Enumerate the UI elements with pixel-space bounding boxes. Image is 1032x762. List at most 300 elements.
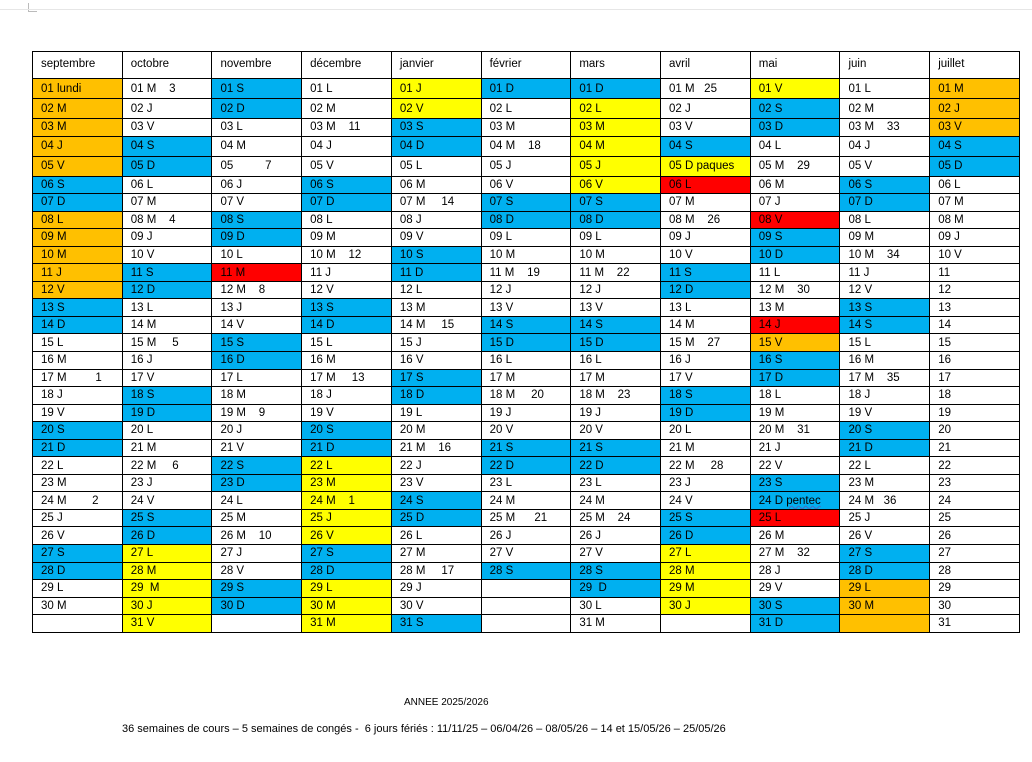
day-cell: 21 J	[750, 439, 840, 457]
day-cell: 10 V	[122, 246, 212, 264]
day-cell: 19 V	[33, 404, 123, 422]
calendar-row	[33, 211, 1020, 229]
day-cell: 14 S	[840, 316, 930, 334]
day-cell: 06 J	[212, 176, 302, 194]
day-cell: 17 S	[391, 369, 481, 387]
day-cell: 18 D	[391, 387, 481, 405]
day-cell: 21 M 16	[391, 439, 481, 457]
day-cell: 27 M 32	[750, 545, 840, 563]
calendar-row	[33, 422, 1020, 440]
day-cell: 17 M 35	[840, 369, 930, 387]
day-cell: 01 S	[212, 79, 302, 99]
day-cell: 05 D	[122, 156, 212, 176]
day-cell: 18 J	[302, 387, 392, 405]
day-cell: 03 M	[571, 119, 661, 137]
calendar-row	[33, 439, 1020, 457]
day-cell: 09 J	[661, 229, 751, 247]
day-cell: 10 M 34	[840, 246, 930, 264]
day-cell: 20 V	[481, 422, 571, 440]
day-cell: 21 V	[212, 439, 302, 457]
day-cell: 30 M	[302, 597, 392, 615]
day-cell: 06 L	[930, 176, 1020, 194]
day-cell: 20 L	[122, 422, 212, 440]
day-cell: 17 V	[122, 369, 212, 387]
day-cell: 24 M	[481, 492, 571, 510]
month-header-6: mars	[571, 52, 661, 79]
day-cell: 11 S	[122, 264, 212, 282]
calendar-row	[33, 176, 1020, 194]
day-cell: 25 L	[750, 509, 840, 527]
day-cell: 12 M 8	[212, 281, 302, 299]
day-cell: 11 S	[661, 264, 751, 282]
day-cell: 15 D	[571, 334, 661, 352]
day-cell: 17 L	[212, 369, 302, 387]
day-cell: 25 J	[302, 509, 392, 527]
day-cell: 07 M	[930, 194, 1020, 212]
day-cell: 21 D	[33, 439, 123, 457]
day-cell: 31 M	[302, 615, 392, 633]
day-cell: 17 M	[571, 369, 661, 387]
day-cell: 19 V	[302, 404, 392, 422]
day-cell: 13	[930, 299, 1020, 317]
day-cell: 15 L	[33, 334, 123, 352]
day-cell: 19 D	[122, 404, 212, 422]
day-cell: 07 S	[481, 194, 571, 212]
day-cell: 22 V	[750, 457, 840, 475]
day-cell: 19	[930, 404, 1020, 422]
day-cell: 26 J	[481, 527, 571, 545]
day-cell: 11 M	[212, 264, 302, 282]
day-cell	[33, 615, 123, 633]
day-cell: 30 V	[391, 597, 481, 615]
day-cell: 11 J	[840, 264, 930, 282]
day-cell: 08 S	[212, 211, 302, 229]
day-cell: 30 M	[33, 597, 123, 615]
day-cell: 20 L	[661, 422, 751, 440]
day-cell: 26 D	[122, 527, 212, 545]
calendar-row	[33, 264, 1020, 282]
day-cell: 30 D	[212, 597, 302, 615]
day-cell: 07 J	[750, 194, 840, 212]
day-cell: 29 L	[302, 580, 392, 598]
day-cell: 10 S	[391, 246, 481, 264]
day-cell: 17 V	[661, 369, 751, 387]
day-cell: 30 J	[122, 597, 212, 615]
day-cell: 02 M	[302, 99, 392, 119]
day-cell: 27 L	[661, 545, 751, 563]
day-cell: 23 M	[302, 474, 392, 492]
day-cell: 27 M	[391, 545, 481, 563]
day-cell: 13 M	[391, 299, 481, 317]
day-cell: 09 J	[930, 229, 1020, 247]
day-cell: 21 S	[571, 439, 661, 457]
day-cell: 18 S	[122, 387, 212, 405]
day-cell: 17	[930, 369, 1020, 387]
day-cell: 20 S	[33, 422, 123, 440]
calendar-row	[33, 562, 1020, 580]
day-cell: 27 S	[302, 545, 392, 563]
day-cell: 07 V	[212, 194, 302, 212]
day-cell: 04 J	[302, 136, 392, 156]
day-cell: 10 D	[750, 246, 840, 264]
day-cell: 16 M	[302, 352, 392, 370]
day-cell: 21 D	[302, 439, 392, 457]
day-cell: 05 J	[481, 156, 571, 176]
day-cell: 15 L	[840, 334, 930, 352]
day-cell: 16 J	[122, 352, 212, 370]
day-cell: 16 D	[212, 352, 302, 370]
day-cell: 18 M 20	[481, 387, 571, 405]
day-cell: 06 M	[750, 176, 840, 194]
day-cell: 31	[930, 615, 1020, 633]
day-cell: 10 L	[212, 246, 302, 264]
day-cell: 07 D	[302, 194, 392, 212]
day-cell: 16 M	[33, 352, 123, 370]
day-cell: 06 V	[571, 176, 661, 194]
day-cell: 01 V	[750, 79, 840, 99]
day-cell: 18	[930, 387, 1020, 405]
day-cell: 21 S	[481, 439, 571, 457]
day-cell: 11	[930, 264, 1020, 282]
day-cell: 04 M 18	[481, 136, 571, 156]
day-cell: 30 J	[661, 597, 751, 615]
day-cell: 08 J	[391, 211, 481, 229]
day-cell: 24 M 1	[302, 492, 392, 510]
day-cell: 28 D	[840, 562, 930, 580]
day-cell: 10 V	[661, 246, 751, 264]
day-cell: 09 M	[302, 229, 392, 247]
day-cell: 03 V	[661, 119, 751, 137]
day-cell: 03 S	[391, 119, 481, 137]
school-year-calendar-table	[32, 51, 1020, 633]
day-cell: 18 J	[33, 387, 123, 405]
day-cell: 31 M	[571, 615, 661, 633]
day-cell: 06 L	[122, 176, 212, 194]
day-cell: 28 D	[302, 562, 392, 580]
day-cell: 17 M 13	[302, 369, 392, 387]
day-cell: 16 L	[481, 352, 571, 370]
day-cell: 28 V	[212, 562, 302, 580]
day-cell: 11 D	[391, 264, 481, 282]
day-cell: 29 V	[750, 580, 840, 598]
day-cell: 05 V	[840, 156, 930, 176]
month-header-row	[33, 52, 1020, 79]
day-cell: 26 V	[302, 527, 392, 545]
day-cell: 08 M 26	[661, 211, 751, 229]
day-cell: 23 V	[391, 474, 481, 492]
day-cell: 03 M 11	[302, 119, 392, 137]
day-cell: 21	[930, 439, 1020, 457]
day-cell: 18 S	[661, 387, 751, 405]
calendar-row	[33, 281, 1020, 299]
day-cell: 01 M	[930, 79, 1020, 99]
day-cell: 24 M 36	[840, 492, 930, 510]
day-cell: 27 L	[122, 545, 212, 563]
day-cell: 01 D	[481, 79, 571, 99]
day-cell: 28 S	[571, 562, 661, 580]
day-cell: 03 V	[122, 119, 212, 137]
day-cell: 08 V	[750, 211, 840, 229]
day-cell: 10 M	[481, 246, 571, 264]
day-cell: 05 M 29	[750, 156, 840, 176]
day-cell: 30 L	[571, 597, 661, 615]
day-cell: 02 M	[33, 99, 123, 119]
calendar-row	[33, 79, 1020, 99]
day-cell: 23 J	[122, 474, 212, 492]
day-cell	[481, 615, 571, 633]
day-cell: 14 J	[750, 316, 840, 334]
day-cell: 25 S	[122, 509, 212, 527]
day-cell: 19 L	[391, 404, 481, 422]
day-cell: 24 L	[212, 492, 302, 510]
calendar-row	[33, 119, 1020, 137]
day-cell: 28 D	[33, 562, 123, 580]
day-cell: 20	[930, 422, 1020, 440]
day-cell: 24 M	[571, 492, 661, 510]
day-cell: 15 S	[212, 334, 302, 352]
day-cell: 28 M 17	[391, 562, 481, 580]
day-cell: 24 V	[122, 492, 212, 510]
day-cell: 29	[930, 580, 1020, 598]
day-cell: 01 J	[391, 79, 481, 99]
day-cell: 14 M	[122, 316, 212, 334]
month-header-2: novembre	[212, 52, 302, 79]
day-cell: 25	[930, 509, 1020, 527]
day-cell: 27 S	[840, 545, 930, 563]
day-cell: 26	[930, 527, 1020, 545]
day-cell: 19 D	[661, 404, 751, 422]
day-cell: 28 S	[481, 562, 571, 580]
day-cell: 01 lundi	[33, 79, 123, 99]
day-cell: 04 J	[840, 136, 930, 156]
calendar-body	[33, 52, 1020, 633]
day-cell: 22 L	[33, 457, 123, 475]
day-cell: 03 M	[481, 119, 571, 137]
day-cell: 13 S	[302, 299, 392, 317]
day-cell: 06 L	[661, 176, 751, 194]
day-cell: 24 D pentec	[750, 492, 840, 510]
day-cell: 20 S	[302, 422, 392, 440]
day-cell: 27 S	[33, 545, 123, 563]
day-cell: 14 M	[661, 316, 751, 334]
day-cell: 28	[930, 562, 1020, 580]
day-cell: 02 V	[391, 99, 481, 119]
day-cell: 26 V	[33, 527, 123, 545]
day-cell: 02 J	[930, 99, 1020, 119]
calendar-row	[33, 156, 1020, 176]
day-cell: 18 M 23	[571, 387, 661, 405]
calendar-row	[33, 457, 1020, 475]
day-cell: 15 L	[302, 334, 392, 352]
day-cell: 18 M	[212, 387, 302, 405]
day-cell: 28 M	[661, 562, 751, 580]
day-cell: 08 D	[481, 211, 571, 229]
day-cell: 15 D	[481, 334, 571, 352]
day-cell: 03 D	[750, 119, 840, 137]
day-cell: 12 V	[840, 281, 930, 299]
day-cell: 22 J	[391, 457, 481, 475]
day-cell: 10 M 12	[302, 246, 392, 264]
calendar-row	[33, 369, 1020, 387]
day-cell: 10 M	[571, 246, 661, 264]
day-cell: 26 M 10	[212, 527, 302, 545]
day-cell: 06 V	[481, 176, 571, 194]
day-cell: 22 D	[481, 457, 571, 475]
day-cell: 20 M 31	[750, 422, 840, 440]
day-cell: 23 J	[661, 474, 751, 492]
day-cell: 30 M	[840, 597, 930, 615]
day-cell: 05 D	[930, 156, 1020, 176]
spellcheck-underlined-word: pentec	[786, 494, 821, 507]
calendar-row	[33, 99, 1020, 119]
day-cell: 29 L	[840, 580, 930, 598]
day-cell: 20 J	[212, 422, 302, 440]
day-cell: 12 D	[122, 281, 212, 299]
day-cell: 30	[930, 597, 1020, 615]
day-cell: 05 J	[571, 156, 661, 176]
day-cell: 16 L	[571, 352, 661, 370]
calendar-row	[33, 492, 1020, 510]
day-cell: 29 J	[391, 580, 481, 598]
day-cell: 09 M	[840, 229, 930, 247]
day-cell: 13 J	[212, 299, 302, 317]
calendar-row	[33, 136, 1020, 156]
day-cell: 07 D	[840, 194, 930, 212]
day-cell: 25 M 24	[571, 509, 661, 527]
day-cell: 11 M 22	[571, 264, 661, 282]
day-cell: 24 M 2	[33, 492, 123, 510]
day-cell: 12 M 30	[750, 281, 840, 299]
day-cell: 02 M	[840, 99, 930, 119]
day-cell: 24 S	[391, 492, 481, 510]
day-cell: 04 S	[930, 136, 1020, 156]
day-cell: 22 S	[212, 457, 302, 475]
day-cell: 04 J	[33, 136, 123, 156]
day-cell: 26 J	[571, 527, 661, 545]
day-cell: 25 J	[33, 509, 123, 527]
day-cell: 19 J	[481, 404, 571, 422]
school-year-title: ANNEE 2025/2026	[404, 697, 489, 708]
day-cell: 18 J	[840, 387, 930, 405]
day-cell: 03 V	[930, 119, 1020, 137]
day-cell: 29 M	[661, 580, 751, 598]
day-cell: 04 M	[571, 136, 661, 156]
day-cell: 16 J	[661, 352, 751, 370]
day-cell: 24 V	[661, 492, 751, 510]
day-cell: 20 V	[571, 422, 661, 440]
day-cell: 01 M 3	[122, 79, 212, 99]
day-cell: 22 D	[571, 457, 661, 475]
day-cell: 05 L	[391, 156, 481, 176]
day-cell: 22	[930, 457, 1020, 475]
day-cell: 15	[930, 334, 1020, 352]
day-cell: 08 L	[840, 211, 930, 229]
day-cell: 05 D paques	[661, 156, 751, 176]
day-cell: 29 M	[122, 580, 212, 598]
day-cell: 15 J	[391, 334, 481, 352]
day-cell: 25 J	[840, 509, 930, 527]
day-cell: 06 S	[33, 176, 123, 194]
day-cell: 19 M	[750, 404, 840, 422]
day-cell: 02 L	[481, 99, 571, 119]
day-cell: 13 V	[481, 299, 571, 317]
day-cell: 29 L	[33, 580, 123, 598]
day-cell: 15 V	[750, 334, 840, 352]
day-cell: 19 J	[571, 404, 661, 422]
month-header-3: décembre	[302, 52, 392, 79]
day-cell: 07 S	[571, 194, 661, 212]
calendar-row	[33, 597, 1020, 615]
day-cell: 02 S	[750, 99, 840, 119]
month-header-0: septembre	[33, 52, 123, 79]
day-cell: 27 V	[571, 545, 661, 563]
day-cell: 08 L	[33, 211, 123, 229]
calendar-row	[33, 316, 1020, 334]
day-cell: 28 J	[750, 562, 840, 580]
day-cell: 05 V	[302, 156, 392, 176]
day-cell: 11 J	[33, 264, 123, 282]
day-cell: 26 M	[750, 527, 840, 545]
calendar-row	[33, 474, 1020, 492]
day-cell: 09 V	[391, 229, 481, 247]
day-cell: 23 M	[840, 474, 930, 492]
day-cell: 26 D	[661, 527, 751, 545]
day-cell: 25 S	[661, 509, 751, 527]
day-cell: 17 M	[481, 369, 571, 387]
day-cell: 16 M	[840, 352, 930, 370]
day-cell: 17 M 1	[33, 369, 123, 387]
day-cell: 13 V	[571, 299, 661, 317]
day-cell: 08 L	[302, 211, 392, 229]
day-cell: 14	[930, 316, 1020, 334]
day-cell: 07 M	[661, 194, 751, 212]
day-cell: 07 M	[122, 194, 212, 212]
day-cell: 22 M 28	[661, 457, 751, 475]
day-cell: 22 L	[302, 457, 392, 475]
day-cell: 14 D	[33, 316, 123, 334]
day-cell: 29 S	[212, 580, 302, 598]
calendar-row	[33, 334, 1020, 352]
day-cell: 21 M	[661, 439, 751, 457]
day-cell	[840, 615, 930, 633]
day-cell: 14 S	[481, 316, 571, 334]
day-cell: 27 V	[481, 545, 571, 563]
month-header-7: avril	[661, 52, 751, 79]
day-cell: 11 L	[750, 264, 840, 282]
calendar-row	[33, 527, 1020, 545]
day-cell: 23 D	[212, 474, 302, 492]
day-cell: 15 M 27	[661, 334, 751, 352]
day-cell	[661, 615, 751, 633]
day-cell: 16 S	[750, 352, 840, 370]
day-cell: 09 S	[750, 229, 840, 247]
calendar-row	[33, 229, 1020, 247]
day-cell: 07 M 14	[391, 194, 481, 212]
day-cell: 27 J	[212, 545, 302, 563]
calendar-row	[33, 299, 1020, 317]
day-cell: 04 S	[122, 136, 212, 156]
day-cell: 16	[930, 352, 1020, 370]
day-cell: 06 S	[840, 176, 930, 194]
day-cell: 06 S	[302, 176, 392, 194]
day-cell: 02 J	[661, 99, 751, 119]
day-cell: 21 M	[122, 439, 212, 457]
calendar-row	[33, 509, 1020, 527]
day-cell: 23 S	[750, 474, 840, 492]
month-header-1: octobre	[122, 52, 212, 79]
calendar-row	[33, 545, 1020, 563]
day-cell: 02 J	[122, 99, 212, 119]
